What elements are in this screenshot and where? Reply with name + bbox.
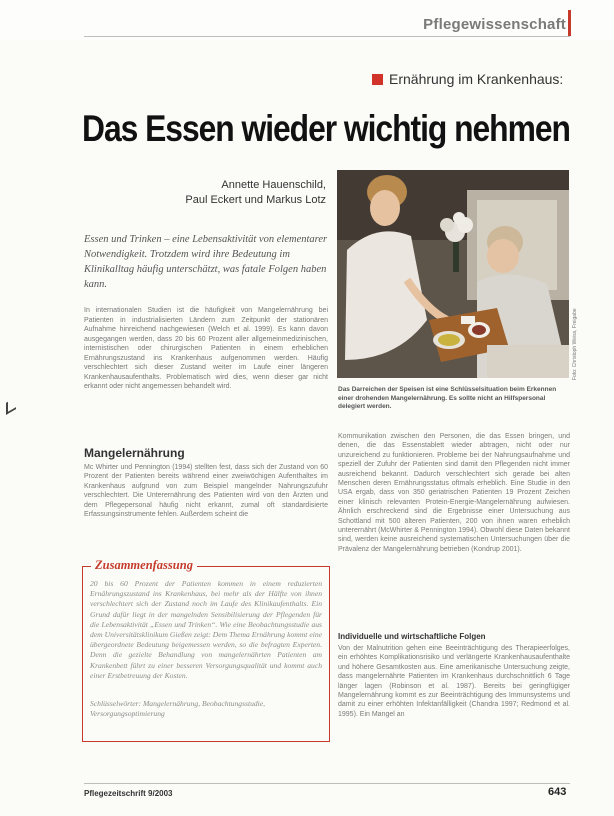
summary-text: 20 bis 60 Prozent der Patienten kommen in einem reduzierten Ernährungszustand ins Krankenhaus, bei mehr als der Hälfte von ihnen verschlechtert sich der Zustand noch im Laufe des Klinikaufenthalts. Ein Grund dafür liegt in der mangelnden Sensibilisierung der Pflegenden für die Lebensaktivität „Essen und Trinken“. Wie eine Beobachtungsstudie aus dem Universitätsklinikum Gießen zeigt: Dem Thema Ernährung kommt eine übergeordnete Bedeutung beigemessen werden, so die befragten Experten. Denn die gezielte Behandlung von mangelernährten Patienten am Krankenbett führt zu einer besseren Versorgungsqualität und kommt auch einer Erstbetreuung der Kosten. [90, 579, 322, 680]
header-rule [84, 36, 570, 37]
article-authors [170, 178, 326, 208]
journal-issue: Pflegezeitschrift 9/2003 [84, 789, 173, 798]
article-intro: In internationalen Studien ist die häufigkeit von Mangelernährung bei Patienten in industrialisierten Ländern zum Zeitpunkt der stationären Aufnahme hinreichend nachgewiesen (Welch et al. 1999). Es kann davon ausgegangen werden, dass 20 bis 60 Prozent aller allgemeinmedizinischen, internistischen oder chirurgischen Patienten in einem erheblichen Ernährungszustand ins Krankenhaus aufgenommen werden. Häufig verschlechtert sich dieser Zustand weiter im Laufe einer längeren Krankenhausaufenthalts. Problematisch wird dies, wenn dieser gar nicht erkannt oder nicht angemessen behandelt wird. [84, 307, 328, 390]
column1-body: Mc Whirter und Pennington (1994) stellten fest, dass sich der Zustand von 60 Prozent der Patienten bereits während einer zweiwöchigen Aufenthaltes im Krankenhaus aufgrund von zum Beispiel mangelnder Nahrungszufuhr verschlechtert. Die Unterernährung des Patienten wird von den Ärzten und dem Pflegepersonal häufig nicht erkannt, zumal oft standardisierte Erfassungsinstrumente fehlen. Außerdem scheint die [84, 464, 328, 519]
photo-caption: Das Darreichen der Speisen ist eine Schlüsselsituation beim Erkennen einer drohenden Mangelernährung. Es sollte nicht an Hilfspersonal delegiert werden. [338, 386, 557, 411]
column2-body: Kommunikation zwischen den Personen, die das Essen bringen, und denen, die das Essenstablett wieder abtragen, nicht oder nur unzureichend zu funktionieren. Probleme bei der Nahrungsaufnahme und speziell der Zufuhr der Patienten sind damit den Pflegenden nicht immer ausreichend bekannt. Dadurch verschlechtert sich gerade bei alten Menschen deren Ernährungsstatus oftmals erheblich. Eine Studie in den USA ergab, dass von 350 geriatrischen Patienten 19 Prozent Zeichen einer klinisch relevanten Protein-Energie-Mangelernährung aufwiesen. Ähnlich erschreckend sind die Ergebnisse einer Untersuchung aus Schottland mit 500 älteren Patienten, 200 von ihnen waren erheblich unterernährt (McWhirter & Pennington 1994). Obwohl diese Daten bekannt sind, werden keine ausreichend systematischen Untersuchungen über die Prävalenz der Mangelernährung betrieben (Kondrup 2001). [338, 433, 570, 553]
category-text: Ernährung im Krankenhaus: [389, 71, 564, 87]
footer-rule [84, 783, 570, 784]
margin-checkmark-icon [6, 397, 16, 415]
subheading-folgen: Individuelle und wirtschaftliche Folgen [338, 632, 486, 641]
red-square-icon [372, 74, 383, 85]
summary-keywords: Schlüsselwörter: Mangelernährung, Beobachtungsstudie, Versorgungsoptimierung [90, 699, 266, 719]
author-line-1: Annette Hauenschild, [221, 179, 326, 191]
nurse-serving-patient-image [337, 170, 569, 378]
section-accent-bar [568, 10, 571, 36]
author-line-2: Paul Eckert und Markus Lotz [185, 194, 326, 206]
subheading-mangelernaehrung: Mangelernährung [84, 446, 185, 460]
summary-box [82, 558, 330, 742]
article-lead: Essen und Trinken – eine Lebensaktivität von elementarer Notwendigkeit. Trotzdem wird ihre Bedeutung im Klinikalltag häufig unterschätzt, was fatale Folgen haben kann. [84, 234, 328, 290]
page-number: 643 [548, 786, 567, 798]
category-label [372, 71, 563, 87]
article-title: Das Essen wieder wichtig nehmen [82, 108, 570, 149]
article-photo [337, 170, 569, 378]
section-label: Pflegewissenschaft [423, 16, 566, 33]
summary-title: Zusammenfassung [91, 558, 197, 573]
column2-body-continued: Von der Malnutrition gehen eine Beeinträchtigung des Therapieerfolges, ein erhöhtes Komplikationsrisiko und verlängerte Krankenhausaufenthalte und höhere Gesamtkosten aus. Eine amerikanische Untersuchung zeigte, dass mangelernährte Patienten im Krankenhaus durchschnittlich 6 Tage länger lagen (Robinson et al. 1987). Bereits bei geringfügiger Mangelernährung kommt es zur Beeinträchtigung des Immunsystems und damit zu einer erhöhten Infektanfälligkeit (Chandra 1997; Redmond et al. 1995). Ein Mangel an [338, 645, 570, 718]
photo-credit: Foto: Christoph Weiss, Freigabe [572, 308, 578, 380]
